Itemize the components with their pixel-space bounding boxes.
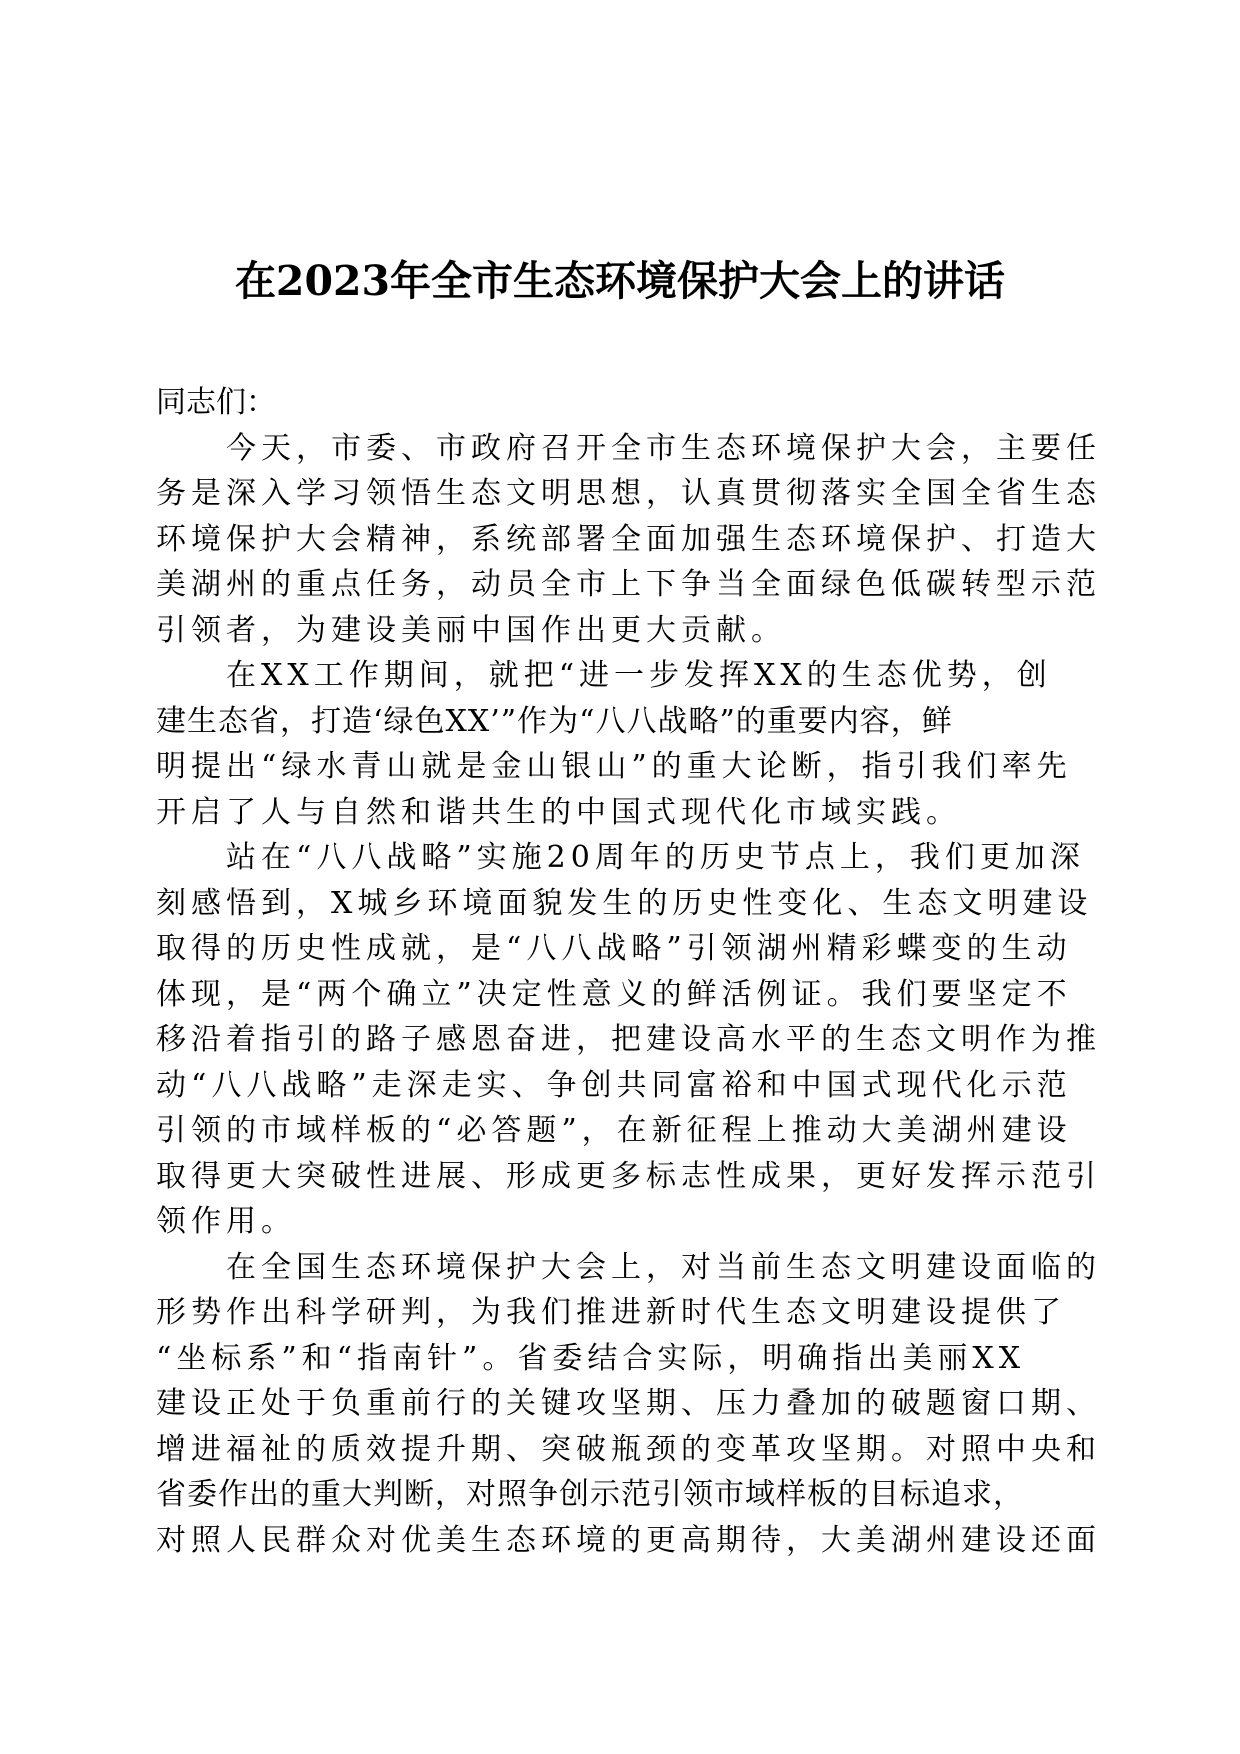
document-title: 在2023年全市生态环境保护大会上的讲话 bbox=[234, 257, 1006, 305]
paragraph-line: 在XX工作期间，就把“进一步发挥XX的生态优势，创 bbox=[226, 658, 1052, 693]
paragraph-line: 体现，是“两个确立”决定性意义的鲜活例证。我们要坚定不 bbox=[156, 976, 1072, 1012]
paragraph-line: 建设正处于负重前行的关键攻坚期、压力叠加的破题窗口期、 bbox=[156, 1386, 1101, 1421]
paragraph-line: 明提出“绿水青山就是金山银山”的重大论断，指引我们率先 bbox=[156, 749, 1072, 784]
paragraph-line: 在全国生态环境保护大会上，对当前生态文明建设面临的 bbox=[226, 1249, 1101, 1285]
paragraph-4 bbox=[156, 1245, 1101, 1564]
paragraph-line: 引领者，为建设美丽中国作出更大贡献。 bbox=[156, 612, 786, 648]
paragraph-line: “坐标系”和“指南针”。省委结合实际，明确指出美丽XX bbox=[156, 1340, 1026, 1376]
paragraph-line: 取得的历史性成就，是“八八战略”引领湖州精彩蝶变的生动 bbox=[156, 931, 1072, 966]
paragraph-line: 形势作出科学研判，为我们推进新时代生态文明建设提供了 bbox=[156, 1295, 1066, 1330]
paragraph-line: 对照人民群众对优美生态环境的更高期待，大美湖州建设还面 bbox=[156, 1522, 1101, 1558]
paragraph-line: 今天，市委、市政府召开全市生态环境保护大会，主要任 bbox=[226, 430, 1101, 466]
paragraph-line: 务是深入学习领悟生态文明思想，认真贯彻落实全国全省生态 bbox=[156, 476, 1101, 511]
paragraph-line: 取得更大突破性进展、形成更多标志性成果，更好发挥示范引 bbox=[156, 1158, 1101, 1194]
document-body bbox=[156, 380, 1101, 1563]
paragraph-line: 刻感悟到，X城乡环境面貌发生的历史性变化、生态文明建设 bbox=[156, 885, 1093, 921]
paragraph-line: 美湖州的重点任务，动员全市上下争当全面绿色低碳转型示范 bbox=[156, 567, 1101, 602]
paragraph-line: 领作用。 bbox=[156, 1204, 296, 1239]
salutation: 同志们： bbox=[156, 385, 276, 420]
paragraph-line: 开启了人与自然和谐共生的中国式现代化市域实践。 bbox=[156, 794, 961, 830]
paragraph-3 bbox=[156, 835, 1101, 1245]
paragraph-line: 移沿着指引的路子感恩奋进，把建设高水平的生态文明作为推 bbox=[156, 1022, 1101, 1057]
paragraph-line: 引领的市域样板的“必答题”，在新征程上推动大美湖州建设 bbox=[156, 1113, 1072, 1148]
paragraph-1 bbox=[156, 426, 1101, 654]
paragraph-line: 增进福祉的质效提升期、突破瓶颈的变革攻坚期。对照中央和 bbox=[156, 1431, 1101, 1467]
paragraph-2 bbox=[156, 653, 1076, 835]
paragraph-line: 环境保护大会精神，系统部署全面加强生态环境保护、打造大 bbox=[156, 521, 1101, 557]
paragraph-line: 省委作出的重大判断，对照争创示范引领市域样板的目标追求， bbox=[156, 1477, 1024, 1512]
paragraph-line: 动“八八战略”走深走实、争创共同富裕和中国式现代化示范 bbox=[156, 1067, 1072, 1103]
paragraph-line: 建生态省，打造‘绿色XX’”作为“八八战略”的重要内容，鲜 bbox=[156, 703, 953, 739]
paragraph-line: 站在“八八战略”实施20周年的历史节点上，我们更加深 bbox=[226, 840, 1085, 875]
